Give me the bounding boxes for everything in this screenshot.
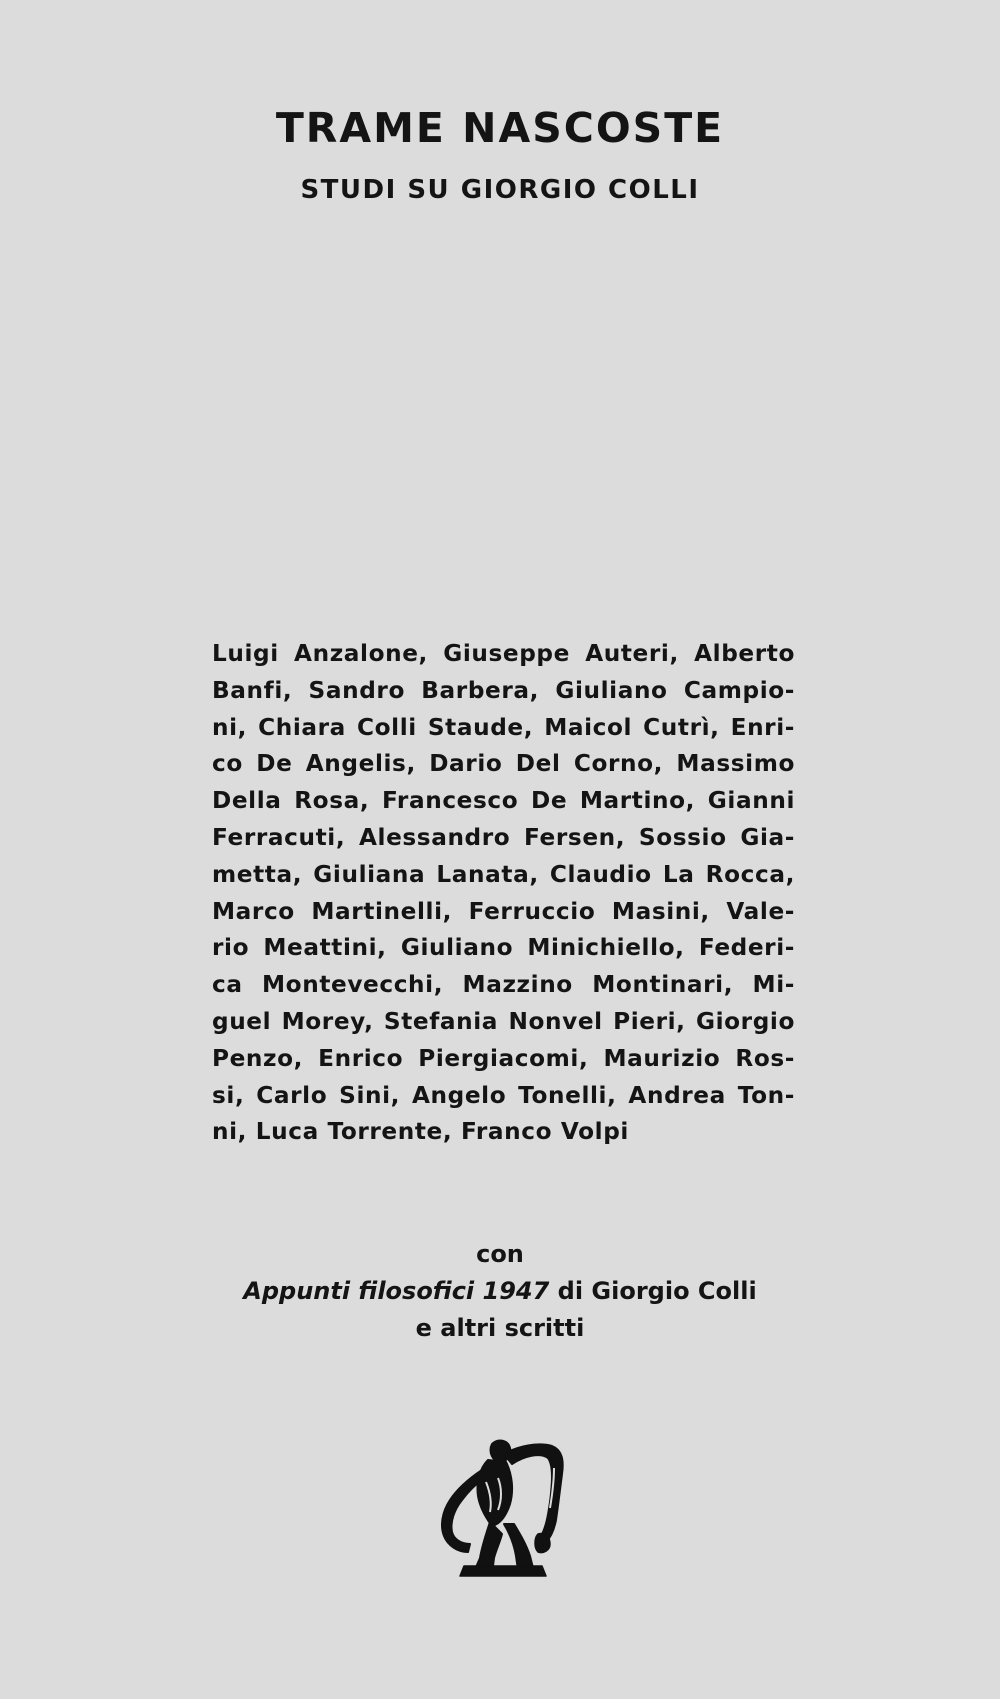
author-line: Penzo, Enrico Piergiacomi, Maurizio Ros- [212, 1044, 795, 1072]
author-list [212, 636, 795, 1151]
author-line: guel Morey, Stefania Nonvel Pieri, Giorgio [212, 1007, 795, 1035]
work-line [0, 1273, 1000, 1310]
other-writings-label: e altri scritti [415, 1314, 585, 1342]
author-line: co De Angelis, Dario Del Corno, Massimo [212, 750, 795, 778]
author-line: Ferracuti, Alessandro Fersen, Sossio Gia- [212, 823, 795, 851]
author-line: Luigi Anzalone, Giuseppe Auteri, Alberto [212, 640, 795, 667]
author-line: metta, Giuliana Lanata, Claudio La Rocca, [212, 860, 795, 888]
author-line: si, Carlo Sini, Angelo Tonelli, Andrea Ton- [212, 1081, 795, 1109]
author-line: Marco Martinelli, Ferruccio Masini, Vale- [212, 897, 795, 925]
author-line: ni, Chiara Colli Staude, Maicol Cutrì, Enri- [212, 713, 795, 741]
book-title: TRAME NASCOSTE [275, 104, 725, 152]
con-label: con [476, 1240, 524, 1268]
author-line: ca Montevecchi, Mazzino Montinari, Mi- [212, 971, 795, 999]
author-line: ni, Luca Torrente, Franco Volpi [212, 1118, 629, 1146]
sculpture-figure-logo-icon [430, 1438, 576, 1580]
additional-content [0, 1236, 1000, 1347]
author-line: Banfi, Sandro Barbera, Giuliano Campio- [212, 676, 795, 704]
author-line: rio Meattini, Giuliano Minichiello, Federi- [212, 934, 795, 962]
book-subtitle: STUDI SU GIORGIO COLLI [300, 175, 700, 205]
work-suffix: di Giorgio Colli [549, 1277, 757, 1305]
work-title: Appunti filosofici 1947 [243, 1277, 550, 1305]
author-line: Della Rosa, Francesco De Martino, Gianni [212, 787, 795, 815]
